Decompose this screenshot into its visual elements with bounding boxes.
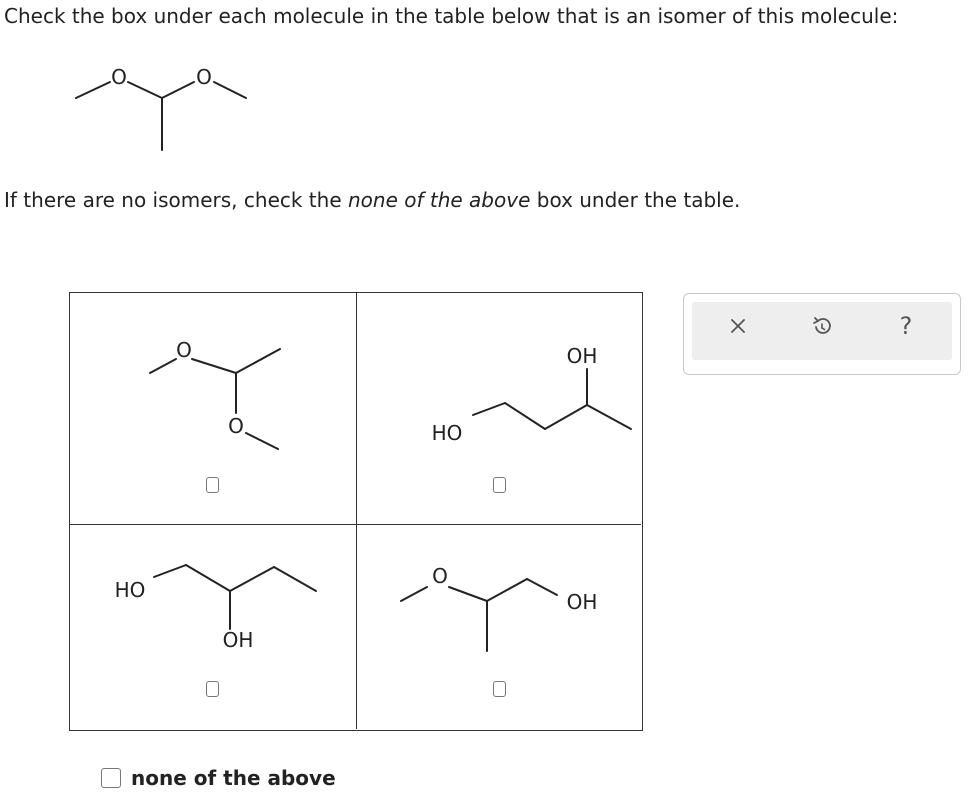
hydroxyl-label: OH: [566, 590, 598, 614]
molecule-table: [69, 292, 643, 731]
oxygen-label: O: [228, 414, 244, 438]
molecule-c: [110, 555, 330, 665]
choice-b-checkbox[interactable]: [493, 477, 506, 493]
choice-a-checkbox[interactable]: [206, 477, 219, 493]
choice-d-checkbox[interactable]: [493, 681, 506, 697]
answer-toolbar-panel: [692, 302, 952, 360]
choice-c-checkbox[interactable]: [206, 681, 219, 697]
reference-molecule: [70, 60, 260, 160]
molecule-cell-b: [357, 293, 641, 525]
question-text: Check the box under each molecule in the table below that is an isomer of this molecule:: [4, 4, 899, 28]
molecule-cell-a: [70, 293, 357, 525]
hydroxyl-label: HO: [431, 421, 463, 445]
none-of-the-above-checkbox[interactable]: [101, 768, 121, 788]
help-icon: ?: [899, 312, 913, 340]
instruction-emphasis: none of the above: [347, 188, 531, 212]
answer-toolbar: [683, 293, 961, 375]
instruction-part: If there are no isomers, check the: [4, 188, 348, 212]
hydroxyl-label: OH: [222, 628, 254, 652]
molecule-d: [397, 561, 617, 661]
molecule-a: [140, 333, 290, 463]
molecule-cell-c: [70, 525, 357, 729]
oxygen-label: O: [196, 65, 212, 89]
undo-button[interactable]: [804, 308, 840, 344]
none-of-the-above-option[interactable]: [101, 765, 336, 791]
instruction-part: box under the table.: [530, 188, 741, 212]
help-button[interactable]: [888, 308, 924, 344]
hydroxyl-label: HO: [114, 578, 146, 602]
molecule-cell-d: [357, 525, 641, 729]
instruction-text: [4, 188, 740, 212]
oxygen-label: O: [111, 65, 127, 89]
close-icon: [730, 318, 746, 334]
oxygen-label: O: [176, 338, 192, 362]
clear-button[interactable]: [720, 308, 756, 344]
hydroxyl-label: OH: [566, 344, 598, 368]
molecule-b: [397, 343, 617, 453]
oxygen-label: O: [432, 564, 448, 588]
none-of-the-above-label: none of the above: [131, 766, 336, 790]
undo-icon: [812, 316, 832, 336]
